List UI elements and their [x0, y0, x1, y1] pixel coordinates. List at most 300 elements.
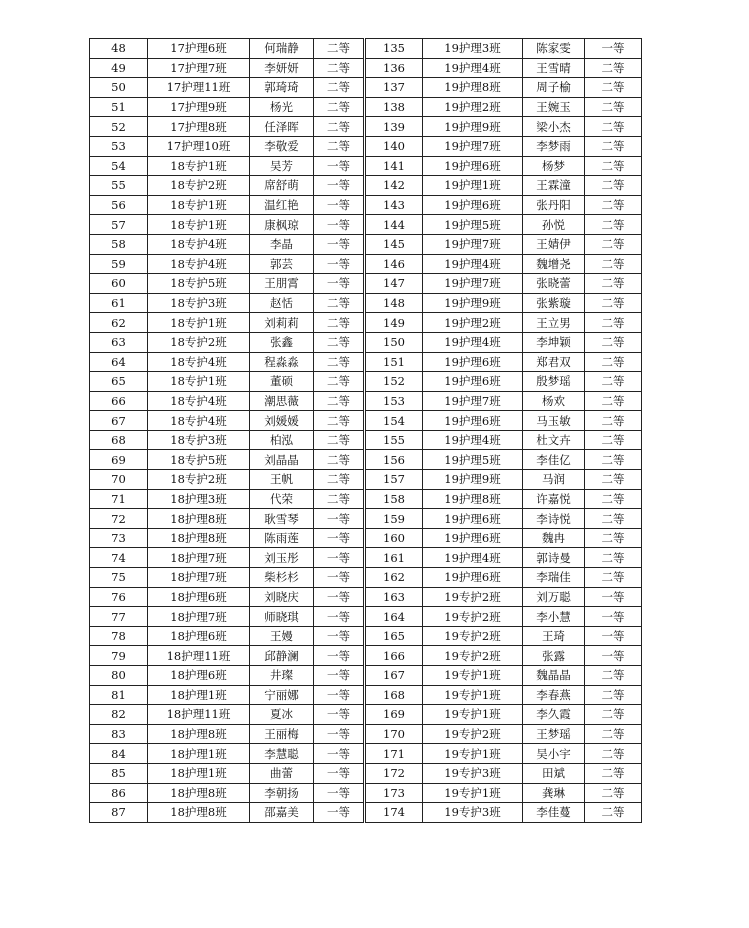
row-number-cell: 56	[90, 195, 148, 215]
class-name-cell: 18专护4班	[148, 234, 250, 254]
row-number-cell: 59	[90, 254, 148, 274]
award-level-cell: 一等	[314, 587, 365, 607]
student-name-cell: 孙悦	[523, 215, 585, 235]
class-name-cell: 18专护1班	[148, 372, 250, 392]
award-level-cell: 二等	[314, 78, 365, 98]
class-name-cell: 19护理7班	[423, 274, 523, 294]
row-number-cell: 162	[365, 568, 423, 588]
table-row	[90, 705, 642, 725]
class-name-cell: 18护理6班	[148, 587, 250, 607]
student-name-cell: 柴杉杉	[250, 568, 314, 588]
student-name-cell: 张紫璇	[523, 293, 585, 313]
class-name-cell: 19护理5班	[423, 215, 523, 235]
class-name-cell: 18护理8班	[148, 724, 250, 744]
row-number-cell: 82	[90, 705, 148, 725]
award-level-cell: 二等	[585, 783, 642, 803]
class-name-cell: 18护理8班	[148, 528, 250, 548]
award-level-cell: 二等	[585, 509, 642, 529]
class-name-cell: 18护理1班	[148, 685, 250, 705]
student-name-cell: 王丽梅	[250, 724, 314, 744]
row-number-cell: 87	[90, 803, 148, 823]
row-number-cell: 163	[365, 587, 423, 607]
class-name-cell: 19护理2班	[423, 313, 523, 333]
student-name-cell: 陈家雯	[523, 39, 585, 59]
row-number-cell: 148	[365, 293, 423, 313]
award-level-cell: 二等	[585, 803, 642, 823]
student-name-cell: 王琦	[523, 626, 585, 646]
award-level-cell: 一等	[585, 626, 642, 646]
award-level-cell: 一等	[585, 607, 642, 627]
row-number-cell: 137	[365, 78, 423, 98]
table-row	[90, 763, 642, 783]
student-name-cell: 邱静澜	[250, 646, 314, 666]
student-name-cell: 刘晶晶	[250, 450, 314, 470]
award-level-cell: 二等	[585, 666, 642, 686]
class-name-cell: 19护理9班	[423, 117, 523, 137]
table-row	[90, 744, 642, 764]
award-level-cell: 一等	[314, 803, 365, 823]
table-row	[90, 411, 642, 431]
student-name-cell: 席舒萌	[250, 176, 314, 196]
class-name-cell: 18专护3班	[148, 293, 250, 313]
row-number-cell: 145	[365, 234, 423, 254]
award-level-cell: 一等	[585, 646, 642, 666]
row-number-cell: 74	[90, 548, 148, 568]
student-name-cell: 张晓蕾	[523, 274, 585, 294]
student-name-cell: 郭芸	[250, 254, 314, 274]
award-level-cell: 一等	[585, 587, 642, 607]
class-name-cell: 17护理8班	[148, 117, 250, 137]
award-level-cell: 二等	[314, 313, 365, 333]
class-name-cell: 19专护1班	[423, 666, 523, 686]
student-name-cell: 任泽晖	[250, 117, 314, 137]
table-row	[90, 626, 642, 646]
row-number-cell: 170	[365, 724, 423, 744]
student-name-cell: 王婉玉	[523, 97, 585, 117]
award-level-cell: 一等	[314, 607, 365, 627]
row-number-cell: 57	[90, 215, 148, 235]
class-name-cell: 18护理7班	[148, 607, 250, 627]
table-row	[90, 176, 642, 196]
row-number-cell: 150	[365, 332, 423, 352]
student-name-cell: 宁丽娜	[250, 685, 314, 705]
row-number-cell: 144	[365, 215, 423, 235]
award-level-cell: 二等	[314, 450, 365, 470]
class-name-cell: 19护理9班	[423, 470, 523, 490]
row-number-cell: 62	[90, 313, 148, 333]
class-name-cell: 19护理8班	[423, 489, 523, 509]
row-number-cell: 72	[90, 509, 148, 529]
award-level-cell: 二等	[585, 568, 642, 588]
student-name-cell: 李久霞	[523, 705, 585, 725]
student-name-cell: 郭诗曼	[523, 548, 585, 568]
student-name-cell: 魏冉	[523, 528, 585, 548]
row-number-cell: 141	[365, 156, 423, 176]
award-level-cell: 一等	[314, 274, 365, 294]
student-name-cell: 陈雨莲	[250, 528, 314, 548]
award-level-cell: 一等	[314, 626, 365, 646]
award-level-cell: 二等	[585, 470, 642, 490]
class-name-cell: 19护理6班	[423, 156, 523, 176]
row-number-cell: 54	[90, 156, 148, 176]
row-number-cell: 152	[365, 372, 423, 392]
award-level-cell: 一等	[314, 783, 365, 803]
row-number-cell: 70	[90, 470, 148, 490]
row-number-cell: 50	[90, 78, 148, 98]
class-name-cell: 19护理6班	[423, 195, 523, 215]
student-name-cell: 李梦雨	[523, 136, 585, 156]
student-name-cell: 杨光	[250, 97, 314, 117]
award-level-cell: 二等	[585, 391, 642, 411]
award-level-cell: 二等	[585, 548, 642, 568]
table-row	[90, 430, 642, 450]
class-name-cell: 19护理4班	[423, 254, 523, 274]
row-number-cell: 166	[365, 646, 423, 666]
class-name-cell: 18护理8班	[148, 783, 250, 803]
award-level-cell: 二等	[585, 97, 642, 117]
award-level-cell: 一等	[314, 568, 365, 588]
class-name-cell: 18专护2班	[148, 176, 250, 196]
student-name-cell: 刘万聪	[523, 587, 585, 607]
row-number-cell: 65	[90, 372, 148, 392]
row-number-cell: 52	[90, 117, 148, 137]
class-name-cell: 17护理6班	[148, 39, 250, 59]
student-name-cell: 何瑞静	[250, 39, 314, 59]
student-name-cell: 程淼淼	[250, 352, 314, 372]
table-row	[90, 156, 642, 176]
class-name-cell: 19专护1班	[423, 705, 523, 725]
award-list-table	[89, 38, 642, 823]
student-name-cell: 杜文卉	[523, 430, 585, 450]
row-number-cell: 165	[365, 626, 423, 646]
table-row	[90, 666, 642, 686]
class-name-cell: 17护理10班	[148, 136, 250, 156]
class-name-cell: 19护理6班	[423, 509, 523, 529]
award-level-cell: 二等	[585, 705, 642, 725]
student-name-cell: 夏冰	[250, 705, 314, 725]
award-level-cell: 二等	[314, 489, 365, 509]
row-number-cell: 75	[90, 568, 148, 588]
row-number-cell: 138	[365, 97, 423, 117]
student-name-cell: 张丹阳	[523, 195, 585, 215]
award-level-cell: 二等	[585, 274, 642, 294]
row-number-cell: 64	[90, 352, 148, 372]
student-name-cell: 曲蕾	[250, 763, 314, 783]
class-name-cell: 19护理6班	[423, 568, 523, 588]
student-name-cell: 李晶	[250, 234, 314, 254]
award-level-cell: 二等	[585, 293, 642, 313]
student-name-cell: 李小慧	[523, 607, 585, 627]
student-name-cell: 王婧伊	[523, 234, 585, 254]
student-name-cell: 郑君双	[523, 352, 585, 372]
row-number-cell: 51	[90, 97, 148, 117]
award-level-cell: 一等	[314, 215, 365, 235]
student-name-cell: 康枫琼	[250, 215, 314, 235]
class-name-cell: 19专护2班	[423, 724, 523, 744]
class-name-cell: 18护理7班	[148, 568, 250, 588]
class-name-cell: 17护理7班	[148, 58, 250, 78]
class-name-cell: 19护理5班	[423, 450, 523, 470]
class-name-cell: 18专护2班	[148, 332, 250, 352]
class-name-cell: 19护理1班	[423, 176, 523, 196]
award-level-cell: 二等	[585, 352, 642, 372]
row-number-cell: 80	[90, 666, 148, 686]
student-name-cell: 代荣	[250, 489, 314, 509]
student-name-cell: 李朝扬	[250, 783, 314, 803]
student-name-cell: 赵恬	[250, 293, 314, 313]
table-row	[90, 509, 642, 529]
student-name-cell: 董硕	[250, 372, 314, 392]
class-name-cell: 18护理3班	[148, 489, 250, 509]
student-name-cell: 吴芳	[250, 156, 314, 176]
student-name-cell: 刘晓庆	[250, 587, 314, 607]
table-row	[90, 313, 642, 333]
class-name-cell: 18专护1班	[148, 156, 250, 176]
row-number-cell: 158	[365, 489, 423, 509]
class-name-cell: 19护理9班	[423, 293, 523, 313]
table-row	[90, 78, 642, 98]
row-number-cell: 149	[365, 313, 423, 333]
award-level-cell: 一等	[314, 234, 365, 254]
student-name-cell: 王雪晴	[523, 58, 585, 78]
student-name-cell: 马润	[523, 470, 585, 490]
class-name-cell: 19护理7班	[423, 136, 523, 156]
class-name-cell: 18护理8班	[148, 509, 250, 529]
row-number-cell: 167	[365, 666, 423, 686]
award-level-cell: 一等	[314, 763, 365, 783]
row-number-cell: 78	[90, 626, 148, 646]
award-level-cell: 二等	[585, 744, 642, 764]
class-name-cell: 18专护1班	[148, 215, 250, 235]
student-name-cell: 田斌	[523, 763, 585, 783]
row-number-cell: 63	[90, 332, 148, 352]
class-name-cell: 19护理3班	[423, 39, 523, 59]
class-name-cell: 19护理4班	[423, 332, 523, 352]
table-row	[90, 136, 642, 156]
table-body	[90, 39, 642, 823]
row-number-cell: 76	[90, 587, 148, 607]
table-row	[90, 685, 642, 705]
table-row	[90, 97, 642, 117]
row-number-cell: 172	[365, 763, 423, 783]
class-name-cell: 17护理9班	[148, 97, 250, 117]
row-number-cell: 146	[365, 254, 423, 274]
student-name-cell: 魏晶晶	[523, 666, 585, 686]
table-row	[90, 293, 642, 313]
row-number-cell: 60	[90, 274, 148, 294]
award-level-cell: 一等	[585, 39, 642, 59]
award-level-cell: 一等	[314, 195, 365, 215]
student-name-cell: 魏增尧	[523, 254, 585, 274]
student-name-cell: 张鑫	[250, 332, 314, 352]
class-name-cell: 19护理6班	[423, 528, 523, 548]
row-number-cell: 169	[365, 705, 423, 725]
student-name-cell: 张露	[523, 646, 585, 666]
row-number-cell: 168	[365, 685, 423, 705]
student-name-cell: 刘莉莉	[250, 313, 314, 333]
row-number-cell: 161	[365, 548, 423, 568]
award-level-cell: 一等	[314, 705, 365, 725]
row-number-cell: 153	[365, 391, 423, 411]
award-level-cell: 二等	[314, 352, 365, 372]
award-level-cell: 一等	[314, 646, 365, 666]
student-name-cell: 李坤颖	[523, 332, 585, 352]
student-name-cell: 王嫚	[250, 626, 314, 646]
award-level-cell: 二等	[585, 411, 642, 431]
student-name-cell: 马玉敏	[523, 411, 585, 431]
class-name-cell: 18护理6班	[148, 626, 250, 646]
table-row	[90, 528, 642, 548]
row-number-cell: 66	[90, 391, 148, 411]
student-name-cell: 李敬爱	[250, 136, 314, 156]
student-name-cell: 周子榆	[523, 78, 585, 98]
row-number-cell: 58	[90, 234, 148, 254]
student-name-cell: 梁小杰	[523, 117, 585, 137]
student-name-cell: 王梦瑶	[523, 724, 585, 744]
student-name-cell: 李瑞佳	[523, 568, 585, 588]
student-name-cell: 龚琳	[523, 783, 585, 803]
row-number-cell: 136	[365, 58, 423, 78]
row-number-cell: 71	[90, 489, 148, 509]
award-level-cell: 二等	[585, 763, 642, 783]
award-level-cell: 二等	[585, 254, 642, 274]
award-level-cell: 一等	[314, 509, 365, 529]
table-row	[90, 450, 642, 470]
table-row	[90, 39, 642, 59]
row-number-cell: 86	[90, 783, 148, 803]
student-name-cell: 王朋霄	[250, 274, 314, 294]
row-number-cell: 55	[90, 176, 148, 196]
class-name-cell: 19护理6班	[423, 411, 523, 431]
row-number-cell: 139	[365, 117, 423, 137]
row-number-cell: 157	[365, 470, 423, 490]
row-number-cell: 173	[365, 783, 423, 803]
award-level-cell: 一等	[314, 744, 365, 764]
class-name-cell: 19护理4班	[423, 58, 523, 78]
table-row	[90, 489, 642, 509]
table-row	[90, 607, 642, 627]
table-row	[90, 724, 642, 744]
award-level-cell: 二等	[314, 372, 365, 392]
class-name-cell: 18护理1班	[148, 763, 250, 783]
award-level-cell: 二等	[585, 332, 642, 352]
award-level-cell: 二等	[585, 372, 642, 392]
award-level-cell: 二等	[314, 58, 365, 78]
award-level-cell: 二等	[585, 156, 642, 176]
award-level-cell: 一等	[314, 666, 365, 686]
row-number-cell: 142	[365, 176, 423, 196]
table-row	[90, 470, 642, 490]
student-name-cell: 李诗悦	[523, 509, 585, 529]
class-name-cell: 19专护1班	[423, 685, 523, 705]
row-number-cell: 73	[90, 528, 148, 548]
row-number-cell: 61	[90, 293, 148, 313]
student-name-cell: 李妍妍	[250, 58, 314, 78]
award-level-cell: 二等	[585, 685, 642, 705]
table-row	[90, 372, 642, 392]
class-name-cell: 18专护4班	[148, 391, 250, 411]
class-name-cell: 18专护5班	[148, 450, 250, 470]
row-number-cell: 160	[365, 528, 423, 548]
table-row	[90, 117, 642, 137]
row-number-cell: 156	[365, 450, 423, 470]
award-level-cell: 一等	[314, 254, 365, 274]
award-level-cell: 二等	[585, 176, 642, 196]
class-name-cell: 19护理8班	[423, 78, 523, 98]
class-name-cell: 18专护1班	[148, 313, 250, 333]
row-number-cell: 67	[90, 411, 148, 431]
student-name-cell: 刘媛媛	[250, 411, 314, 431]
award-level-cell: 二等	[314, 136, 365, 156]
class-name-cell: 18护理1班	[148, 744, 250, 764]
student-name-cell: 王立男	[523, 313, 585, 333]
student-name-cell: 温红艳	[250, 195, 314, 215]
class-name-cell: 18护理11班	[148, 646, 250, 666]
class-name-cell: 17护理11班	[148, 78, 250, 98]
student-name-cell: 李春燕	[523, 685, 585, 705]
class-name-cell: 19护理7班	[423, 391, 523, 411]
award-level-cell: 二等	[585, 528, 642, 548]
row-number-cell: 135	[365, 39, 423, 59]
table-row	[90, 234, 642, 254]
award-level-cell: 二等	[314, 430, 365, 450]
student-name-cell: 吴小宇	[523, 744, 585, 764]
award-level-cell: 二等	[585, 234, 642, 254]
table-row	[90, 646, 642, 666]
award-level-cell: 二等	[585, 430, 642, 450]
table-row	[90, 352, 642, 372]
row-number-cell: 159	[365, 509, 423, 529]
table-row	[90, 803, 642, 823]
class-name-cell: 18专护4班	[148, 411, 250, 431]
student-name-cell: 潮思薇	[250, 391, 314, 411]
student-name-cell: 王霖潼	[523, 176, 585, 196]
row-number-cell: 140	[365, 136, 423, 156]
award-level-cell: 二等	[585, 450, 642, 470]
award-level-cell: 二等	[585, 313, 642, 333]
award-level-cell: 二等	[314, 391, 365, 411]
award-level-cell: 二等	[585, 195, 642, 215]
class-name-cell: 19专护3班	[423, 763, 523, 783]
student-name-cell: 井璨	[250, 666, 314, 686]
table-row	[90, 391, 642, 411]
student-name-cell: 师晓琪	[250, 607, 314, 627]
class-name-cell: 18专护4班	[148, 352, 250, 372]
row-number-cell: 83	[90, 724, 148, 744]
class-name-cell: 18护理7班	[148, 548, 250, 568]
table-row	[90, 58, 642, 78]
award-level-cell: 二等	[585, 78, 642, 98]
row-number-cell: 147	[365, 274, 423, 294]
class-name-cell: 19专护3班	[423, 803, 523, 823]
award-level-cell: 二等	[585, 215, 642, 235]
row-number-cell: 171	[365, 744, 423, 764]
class-name-cell: 18专护1班	[148, 195, 250, 215]
row-number-cell: 68	[90, 430, 148, 450]
student-name-cell: 王帆	[250, 470, 314, 490]
table-row	[90, 254, 642, 274]
row-number-cell: 84	[90, 744, 148, 764]
award-level-cell: 二等	[585, 117, 642, 137]
row-number-cell: 85	[90, 763, 148, 783]
class-name-cell: 18护理11班	[148, 705, 250, 725]
row-number-cell: 79	[90, 646, 148, 666]
award-level-cell: 二等	[585, 724, 642, 744]
row-number-cell: 53	[90, 136, 148, 156]
table-row	[90, 332, 642, 352]
row-number-cell: 151	[365, 352, 423, 372]
class-name-cell: 19专护2班	[423, 646, 523, 666]
